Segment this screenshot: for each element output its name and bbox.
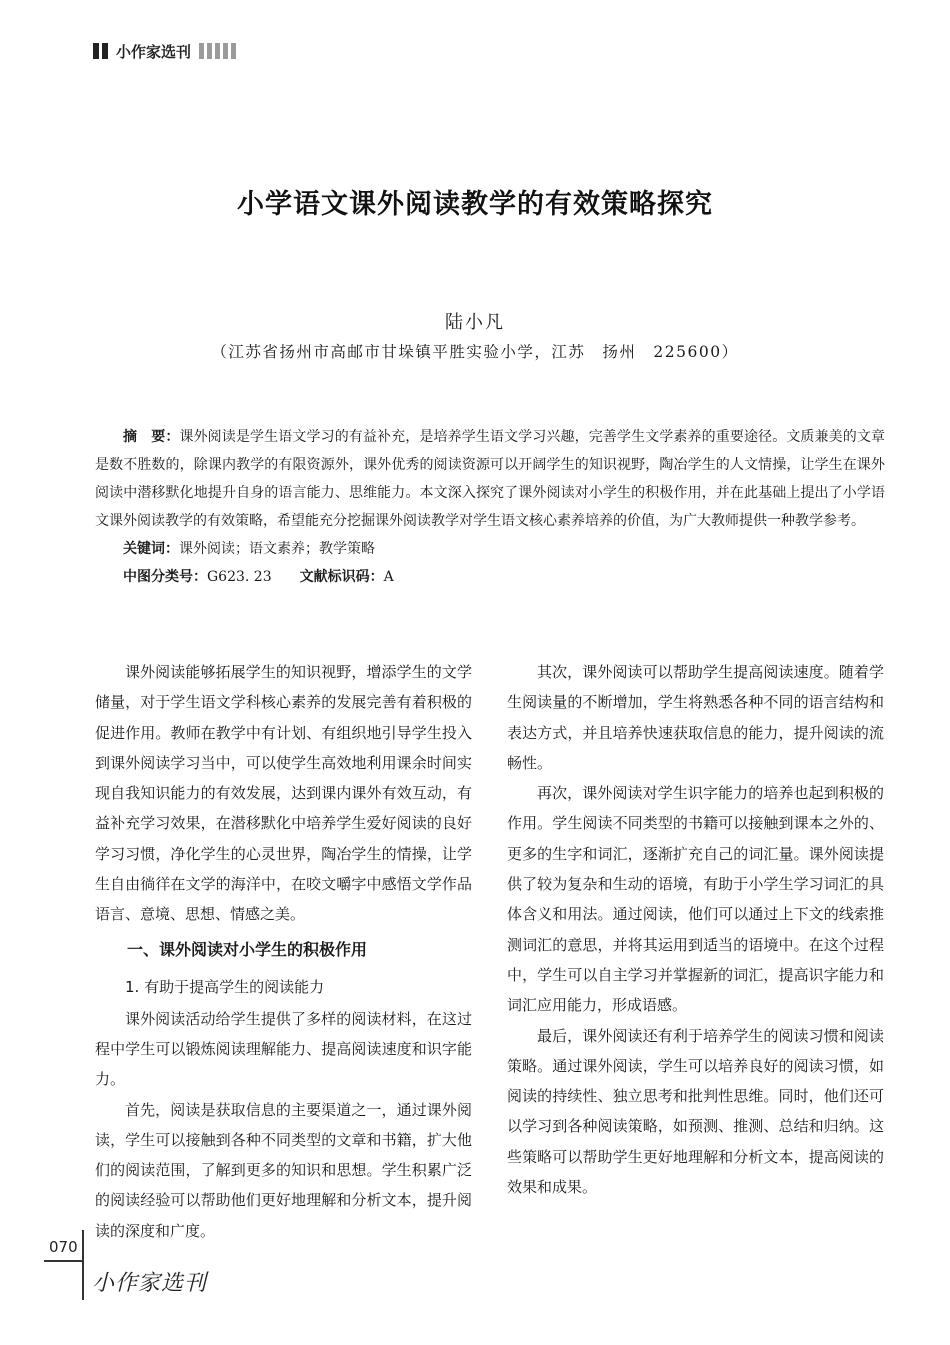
intro-paragraph: 课外阅读能够拓展学生的知识视野，增添学生的文学储量，对于学生语文学科核心素养的发展完善有着积极的促进作用。教师在教学中有计划、有组织地引导学生投入到课外阅读学习当中，可以使学生高效地利用课余时间实现自我知识能力的有效发展，达到课内课外有效互动，有益补充学习效果，在潜移默化中培养学生爱好阅读的良好学习习惯，净化学生的心灵世界，陶冶学生的情操，让学生自由徜徉在文学的海洋中，在咬文嚼字中感悟文学作品语言、意境、思想、情感之美。 xyxy=(95,663,472,924)
section-heading: 一、课外阅读对小学生的积极作用 xyxy=(127,939,368,959)
doc-code-label: 文献标识码： xyxy=(299,569,384,585)
clc-label: 中图分类号： xyxy=(123,569,207,585)
clc-value: G623. 23 xyxy=(207,569,272,585)
abstract-text: 课外阅读是学生语文学习的有益补充，是培养学生语文学习兴趣，完善学生文学素养的重要途径。文质兼美的文章是数不胜数的，除课内教学的有限资源外，课外优秀的阅读资源可以开阔学生的知识视野，陶冶学生的人文情操，让学生在课外阅读中潜移默化地提升自身的语言能力、思维能力。本文深入探究了课外阅读对小学生的积极作用，并在此基础上提出了小学语文课外阅读教学的有效策略，希望能充分挖掘课外阅读教学对学生语文核心素养培养的价值，为广大教师提供一种教学参考。 xyxy=(95,429,885,529)
article-title: 小学语文课外阅读教学的有效策略探究 xyxy=(237,189,713,220)
abstract-label: 摘 要： xyxy=(123,429,180,445)
footer-rule-horizontal xyxy=(44,1260,84,1262)
header-bars-right xyxy=(199,43,236,59)
body-paragraph: 其次，课外阅读可以帮助学生提高阅读速度。随着学生阅读量的不断增加，学生将熟悉各种不同的语言结构和表达方式，并且培养快速获取信息的能力，提升阅读的流畅性。 xyxy=(507,663,884,772)
body-column-right xyxy=(507,657,884,1202)
subsection-heading: 1. 有助于提高学生的阅读能力 xyxy=(125,977,325,996)
doc-code-value: A xyxy=(383,569,394,585)
body-column-left xyxy=(95,657,472,1246)
body-paragraph: 最后，课外阅读还有利于培养学生的阅读习惯和阅读策略。通过课外阅读，学生可以培养良好的阅读习惯，如阅读的持续性、独立思考和批判性思维。同时，他们还可以学习到各种阅读策略，如预测、推测、总结和归纳。这些策略可以帮助学生更好地理解和分析文本，提高阅读的效果和成果。 xyxy=(507,1026,884,1197)
header-bars-left xyxy=(93,43,108,59)
author-affiliation: （江苏省扬州市高邮市甘垛镇平胜实验小学，江苏 扬州 225600） xyxy=(211,343,739,361)
journal-logo: 小作家选刊 xyxy=(92,1271,208,1296)
keywords-line xyxy=(95,535,885,563)
body-paragraph: 首先，阅读是获取信息的主要渠道之一，通过课外阅读，学生可以接触到各种不同类型的文章和书籍，扩大他们的阅读范围，了解到更多的知识和思想。学生积累广泛的阅读经验可以帮助他们更好地理解和分析文本，提升阅读的深度和广度。 xyxy=(95,1100,472,1240)
journal-name: 小作家选刊 xyxy=(116,42,192,61)
keywords-text: 课外阅读；语文素养；教学策略 xyxy=(179,541,375,557)
page-number: 070 xyxy=(49,1238,78,1256)
classification-line xyxy=(95,563,885,591)
article-author: 陆小凡 xyxy=(445,312,505,333)
journal-header xyxy=(93,40,236,62)
abstract-block xyxy=(95,423,885,591)
keywords-label: 关键词： xyxy=(123,541,179,557)
body-paragraph: 再次，课外阅读对学生识字能力的培养也起到积极的作用。学生阅读不同类型的书籍可以接触到课本之外的、更多的生字和词汇，逐渐扩充自己的词汇量。课外阅读提供了较为复杂和生动的语境，有助于小学生学习词汇的具体含义和用法。通过阅读，他们可以通过上下文的线索推测词汇的意思，并将其运用到适当的语境中。在这个过程中，学生可以自主学习并掌握新的词汇，提高识字能力和词汇应用能力，形成语感。 xyxy=(507,784,884,1015)
abstract-paragraph xyxy=(95,423,885,535)
body-paragraph: 课外阅读活动给学生提供了多样的阅读材料，在这过程中学生可以锻炼阅读理解能力、提高阅读速度和识字能力。 xyxy=(95,1009,472,1089)
footer-rule-vertical xyxy=(82,1230,84,1300)
